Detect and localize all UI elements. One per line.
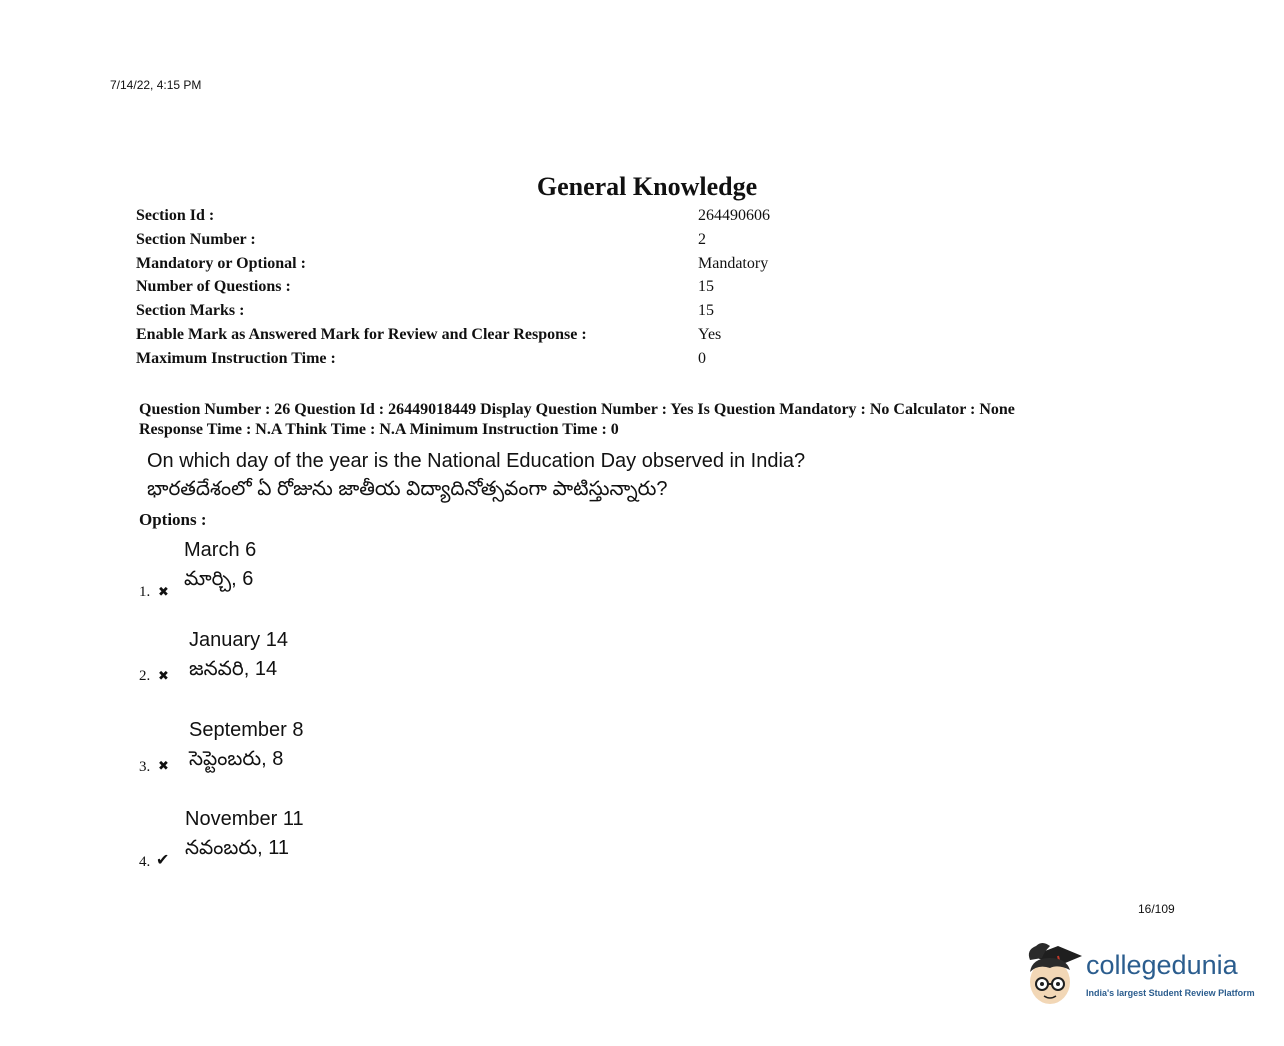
question-text-telugu: భారతదేశంలో ఏ రోజును జాతీయ విద్యాదినోత్సవంగా పాటిస్తున్నారు?	[147, 478, 668, 500]
cross-icon: ✖	[158, 668, 169, 683]
section-row-label: Section Number :	[136, 231, 256, 248]
option-number: 3.	[139, 759, 151, 775]
question-text-english: On which day of the year is the National Education Day observed in India?	[147, 450, 806, 472]
section-row-value: Yes	[698, 326, 722, 343]
section-row-instruction-time	[136, 350, 836, 374]
section-row-value: 15	[698, 302, 714, 319]
option-text	[189, 626, 288, 684]
option-text-telugu: జనవరి, 14	[189, 658, 278, 680]
section-row-value: 2	[698, 231, 706, 248]
section-row-value: 0	[698, 350, 706, 367]
section-row-label: Mandatory or Optional :	[136, 255, 306, 272]
cross-icon: ✖	[158, 584, 169, 599]
option-number: 2.	[139, 668, 151, 684]
section-row-label: Section Marks :	[136, 302, 245, 319]
question-meta-line: Response Time : N.A Think Time : N.A Minimum Instruction Time : 0	[139, 421, 619, 438]
option-text-telugu: సెప్టెంబరు, 8	[189, 748, 284, 770]
question-meta-line: Question Number : 26 Question Id : 26449018449 Display Question Number : Yes Is Question Mandatory : No Calculator : None	[139, 401, 1015, 418]
option-text	[189, 716, 304, 774]
section-row-marks	[136, 302, 836, 326]
section-title: General Knowledge	[536, 172, 758, 201]
question-text	[147, 447, 805, 503]
section-row-label: Number of Questions :	[136, 278, 291, 295]
brand-logo	[1022, 938, 1262, 1010]
section-row-label: Section Id :	[136, 207, 215, 224]
option-text	[184, 536, 256, 594]
options-label: Options :	[139, 510, 207, 529]
section-row-label: Enable Mark as Answered Mark for Review and Clear Response :	[136, 326, 587, 343]
print-timestamp: 7/14/22, 4:15 PM	[110, 78, 202, 92]
brand-name: collegedunia	[1086, 950, 1238, 980]
option-text-english: November 11	[185, 808, 304, 830]
question-metadata	[139, 400, 1139, 440]
section-row-mark-review	[136, 326, 836, 350]
option-text-english: March 6	[184, 539, 257, 561]
option-text-english: January 14	[189, 629, 288, 651]
option-text-telugu: మార్చి, 6	[184, 568, 254, 590]
section-row-label: Maximum Instruction Time :	[136, 350, 336, 367]
option-text-english: September 8	[189, 719, 304, 741]
section-row-value: 264490606	[698, 207, 770, 224]
section-row-number	[136, 231, 836, 255]
section-row-question-count	[136, 278, 836, 302]
page-number: 16/109	[1138, 902, 1175, 916]
section-row-value: Mandatory	[698, 255, 769, 272]
section-row-mandatory	[136, 255, 836, 279]
check-icon: ✔	[156, 852, 170, 869]
option-text-telugu: నవంబరు, 11	[185, 837, 290, 859]
cross-icon: ✖	[158, 758, 169, 773]
mascot-icon	[1022, 938, 1084, 1010]
option-text	[185, 805, 304, 863]
brand-tagline: India's largest Student Review Platform	[1086, 988, 1255, 998]
option-number: 4.	[139, 854, 151, 870]
section-row-id	[136, 207, 836, 231]
option-number: 1.	[139, 584, 151, 600]
section-row-value: 15	[698, 278, 714, 295]
